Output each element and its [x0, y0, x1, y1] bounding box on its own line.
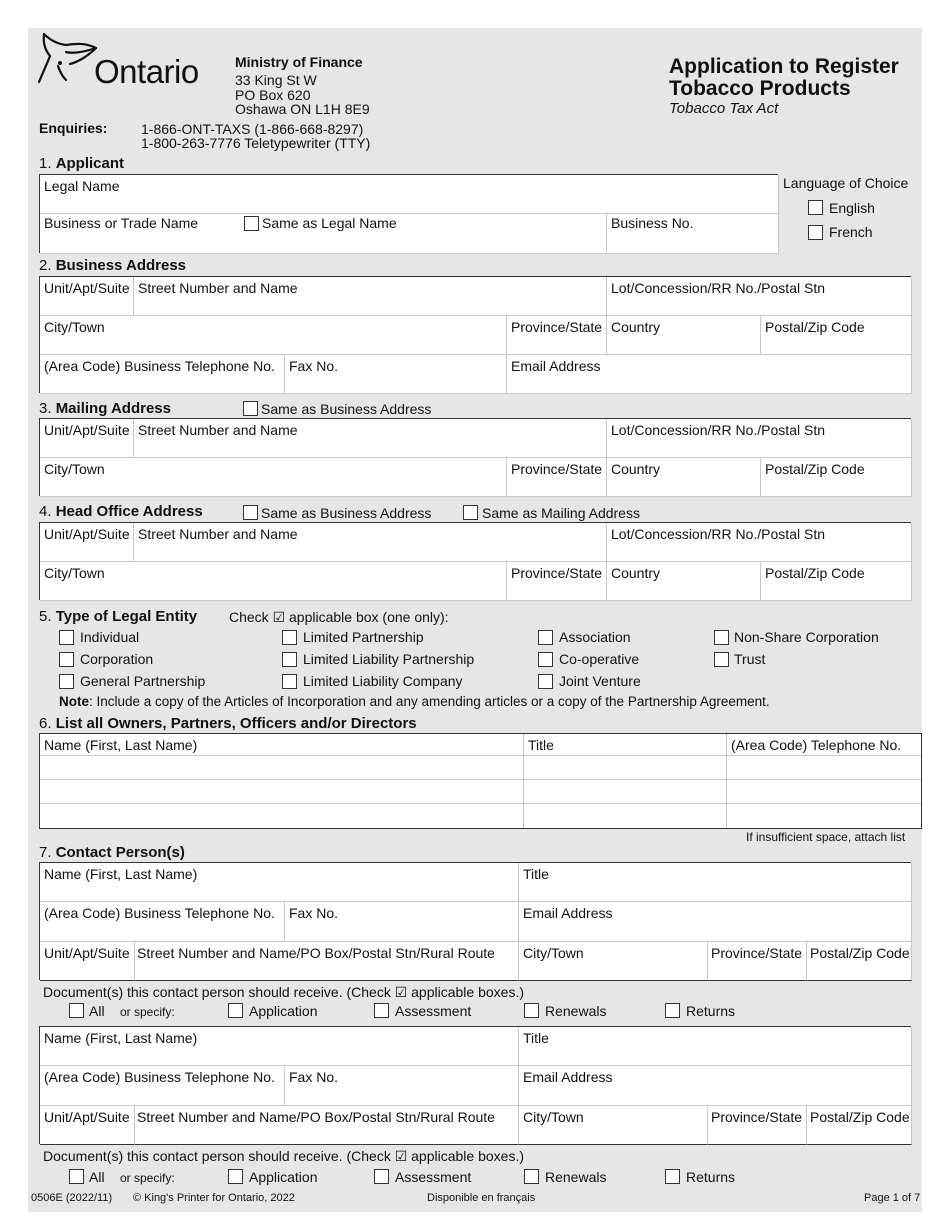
address-line: 33 King St W	[235, 72, 317, 88]
country-field[interactable]: Country	[607, 562, 761, 601]
city-field[interactable]: City/Town	[40, 458, 507, 497]
postal-field[interactable]: Postal/Zip Code	[761, 458, 912, 497]
assessment-checkbox[interactable]	[374, 1169, 389, 1184]
entity-option-label: Corporation	[80, 651, 154, 667]
application-checkbox[interactable]	[228, 1003, 243, 1018]
renewals-label: Renewals	[545, 1003, 607, 1019]
insufficient-space-note: If insufficient space, attach list	[746, 830, 906, 844]
entity-option-label: Limited Partnership	[303, 629, 424, 645]
limited-partnership-checkbox[interactable]	[282, 630, 297, 645]
french-checkbox[interactable]	[808, 225, 823, 240]
lot-field[interactable]: Lot/Concession/RR No./Postal Stn	[607, 277, 912, 316]
province-field[interactable]: Province/State	[507, 458, 607, 497]
entity-option-label: Limited Liability Partnership	[303, 651, 475, 667]
form-title: Application to Register Tobacco Products	[669, 55, 899, 100]
page-number: Page 1 of 7	[864, 1192, 921, 1204]
association-checkbox[interactable]	[538, 630, 553, 645]
postal-field[interactable]: Postal/Zip Code	[761, 562, 912, 601]
business-address-box	[39, 276, 911, 393]
english-label: English	[829, 200, 875, 216]
joint-venture-checkbox[interactable]	[538, 674, 553, 689]
contact-fax-field[interactable]: Fax No.	[285, 902, 519, 942]
section-1-header: 1. Applicant	[39, 155, 125, 172]
enquiries-phone: 1-866-ONT-TAXS (1-866-668-8297)	[141, 121, 364, 137]
city-field[interactable]: City/Town	[40, 316, 507, 355]
ontario-logo-text: Ontario	[94, 53, 199, 90]
documents-instruction: Document(s) this contact person should receive. (Check ☑ applicable boxes.)	[43, 1148, 524, 1164]
same-as-legal-checkbox[interactable]	[244, 216, 259, 231]
corporation-checkbox[interactable]	[59, 652, 74, 667]
form-number: 0506E (2022/11)	[31, 1192, 113, 1204]
contact-email-field[interactable]: Email Address	[519, 902, 912, 942]
owners-row-title-input[interactable]	[524, 804, 727, 828]
head-office-address-box	[39, 522, 911, 600]
contact-email-field[interactable]: Email Address	[519, 1066, 912, 1106]
llc-checkbox[interactable]	[282, 674, 297, 689]
documents-instruction: Document(s) this contact person should receive. (Check ☑ applicable boxes.)	[43, 984, 524, 1000]
email-field[interactable]: Email Address	[507, 355, 912, 394]
enquiries-tty: 1-800-263-7776 Teletypewriter (TTY)	[141, 135, 371, 151]
returns-label: Returns	[686, 1003, 736, 1019]
contact-phone-field[interactable]: (Area Code) Business Telephone No.	[40, 902, 285, 942]
co-operative-checkbox[interactable]	[538, 652, 553, 667]
entity-option-label: Joint Venture	[559, 673, 641, 689]
llp-checkbox[interactable]	[282, 652, 297, 667]
all-documents-checkbox[interactable]	[69, 1169, 84, 1184]
application-label: Application	[249, 1003, 318, 1019]
owners-col-title: Title	[524, 734, 727, 756]
contact-title-field[interactable]: Title	[519, 863, 912, 902]
all-label: All	[89, 1003, 105, 1019]
head-same-as-business-checkbox[interactable]	[243, 505, 258, 520]
business-name-field[interactable]: Business or Trade Name Same as Legal Name	[40, 214, 607, 254]
postal-field[interactable]: Postal/Zip Code	[761, 316, 912, 355]
form-page	[28, 28, 922, 1212]
contact-fax-field[interactable]: Fax No.	[285, 1066, 519, 1106]
application-checkbox[interactable]	[228, 1169, 243, 1184]
owners-row-title-input[interactable]	[524, 756, 727, 780]
section-2-header: 2. Business Address	[39, 257, 187, 274]
unit-field[interactable]: Unit/Apt/Suite	[40, 523, 134, 562]
contact-city-field[interactable]: City/Town	[519, 942, 708, 981]
renewals-checkbox[interactable]	[524, 1169, 539, 1184]
lot-field[interactable]: Lot/Concession/RR No./Postal Stn	[607, 419, 912, 458]
fax-field[interactable]: Fax No.	[285, 355, 507, 394]
province-field[interactable]: Province/State	[507, 562, 607, 601]
province-field[interactable]: Province/State	[507, 316, 607, 355]
assessment-label: Assessment	[395, 1003, 472, 1019]
contact-unit-field[interactable]: Unit/Apt/Suite	[40, 1106, 135, 1145]
entity-option-label: Association	[559, 629, 631, 645]
section-4-header: 4. Head Office Address	[39, 503, 203, 520]
mailing-same-as-business-label: Same as Business Address	[261, 401, 432, 417]
section-6-header: 6. List all Owners, Partners, Officers and/or Directors	[39, 715, 417, 732]
assessment-label: Assessment	[395, 1169, 472, 1185]
country-field[interactable]: Country	[607, 458, 761, 497]
trust-checkbox[interactable]	[714, 652, 729, 667]
french-label: French	[829, 224, 873, 240]
returns-checkbox[interactable]	[665, 1003, 680, 1018]
copyright: © King's Printer for Ontario, 2022	[133, 1192, 295, 1204]
head-same-as-mailing-checkbox[interactable]	[463, 505, 478, 520]
owners-row-name-input[interactable]	[40, 804, 524, 828]
section-3-header: 3. Mailing Address	[39, 400, 171, 417]
mailing-address-box	[39, 418, 911, 496]
head-same-as-mailing-label: Same as Mailing Address	[482, 505, 640, 521]
entity-option-label: Limited Liability Company	[303, 673, 463, 689]
section-7-header: 7. Contact Person(s)	[39, 844, 185, 861]
street-field[interactable]: Street Number and Name	[134, 277, 607, 316]
section-5-header: 5. Type of Legal Entity	[39, 608, 198, 625]
city-field[interactable]: City/Town	[40, 562, 507, 601]
renewals-checkbox[interactable]	[524, 1003, 539, 1018]
ministry-name: Ministry of Finance	[235, 54, 363, 70]
entity-option-label: Co-operative	[559, 651, 640, 667]
contact-postal-field[interactable]: Postal/Zip Code	[807, 942, 912, 981]
all-label: All	[89, 1169, 105, 1185]
english-checkbox[interactable]	[808, 200, 823, 215]
assessment-checkbox[interactable]	[374, 1003, 389, 1018]
owners-row-phone-input[interactable]	[727, 780, 921, 804]
address-line: Oshawa ON L1H 8E9	[235, 101, 370, 117]
act-name: Tobacco Tax Act	[669, 100, 779, 117]
contact-province-field[interactable]: Province/State	[708, 1106, 807, 1145]
entity-option-label: Trust	[734, 651, 766, 667]
lot-field[interactable]: Lot/Concession/RR No./Postal Stn	[607, 523, 912, 562]
returns-label: Returns	[686, 1169, 736, 1185]
contact-unit-field[interactable]: Unit/Apt/Suite	[40, 942, 135, 981]
contact-title-field[interactable]: Title	[519, 1027, 912, 1066]
contact-street-field[interactable]: Street Number and Name/PO Box/Postal Stn/Rural Route	[135, 1106, 519, 1145]
contact-postal-field[interactable]: Postal/Zip Code	[807, 1106, 912, 1145]
mailing-same-as-business-checkbox[interactable]	[243, 401, 258, 416]
individual-checkbox[interactable]	[59, 630, 74, 645]
trillium-logo-icon	[36, 30, 102, 88]
street-field[interactable]: Street Number and Name	[134, 523, 607, 562]
entity-option-label: Non-Share Corporation	[734, 629, 879, 645]
owners-row-name-input[interactable]	[40, 756, 524, 780]
entity-instruction: Check ☑ applicable box (one only):	[229, 609, 449, 625]
contact-province-field[interactable]: Province/State	[708, 942, 807, 981]
contact-name-field[interactable]: Name (First, Last Name)	[40, 863, 519, 902]
head-same-as-business-label: Same as Business Address	[261, 505, 432, 521]
renewals-label: Renewals	[545, 1169, 607, 1185]
contact-phone-field[interactable]: (Area Code) Business Telephone No.	[40, 1066, 285, 1106]
unit-field[interactable]: Unit/Apt/Suite	[40, 277, 134, 316]
business-no-field[interactable]: Business No.	[607, 214, 779, 254]
owners-row-name-input[interactable]	[40, 780, 524, 804]
owners-col-name: Name (First, Last Name)	[40, 734, 524, 756]
owners-row-phone-input[interactable]	[727, 756, 921, 780]
or-specify-label: or specify:	[120, 1171, 175, 1185]
contact-name-field[interactable]: Name (First, Last Name)	[40, 1027, 519, 1066]
legal-name-field[interactable]: Legal Name	[40, 175, 779, 214]
general-partnership-checkbox[interactable]	[59, 674, 74, 689]
applicant-box	[39, 174, 778, 253]
enquiries-label: Enquiries:	[39, 120, 108, 136]
all-documents-checkbox[interactable]	[69, 1003, 84, 1018]
owners-row-title-input[interactable]	[524, 780, 727, 804]
contact-1-box	[39, 862, 911, 980]
language-of-choice-label: Language of Choice	[783, 175, 909, 191]
owners-row-phone-input[interactable]	[727, 804, 921, 828]
french-availability: Disponible en français	[427, 1192, 536, 1204]
or-specify-label: or specify:	[120, 1005, 175, 1019]
owners-table	[39, 733, 922, 829]
non-share-corporation-checkbox[interactable]	[714, 630, 729, 645]
contact-city-field[interactable]: City/Town	[519, 1106, 708, 1145]
address-line: PO Box 620	[235, 87, 311, 103]
phone-field[interactable]: (Area Code) Business Telephone No.	[40, 355, 285, 394]
contact-street-field[interactable]: Street Number and Name/PO Box/Postal Stn/Rural Route	[135, 942, 519, 981]
returns-checkbox[interactable]	[665, 1169, 680, 1184]
street-field[interactable]: Street Number and Name	[134, 419, 607, 458]
entity-note: Note: Include a copy of the Articles of Incorporation and any amending articles or a copy of the Partnership Agreement.	[59, 694, 770, 709]
application-label: Application	[249, 1169, 318, 1185]
entity-option-label: General Partnership	[80, 673, 206, 689]
contact-2-box	[39, 1026, 911, 1144]
unit-field[interactable]: Unit/Apt/Suite	[40, 419, 134, 458]
country-field[interactable]: Country	[607, 316, 761, 355]
entity-option-label: Individual	[80, 629, 140, 645]
owners-col-phone: (Area Code) Telephone No.	[727, 734, 921, 756]
